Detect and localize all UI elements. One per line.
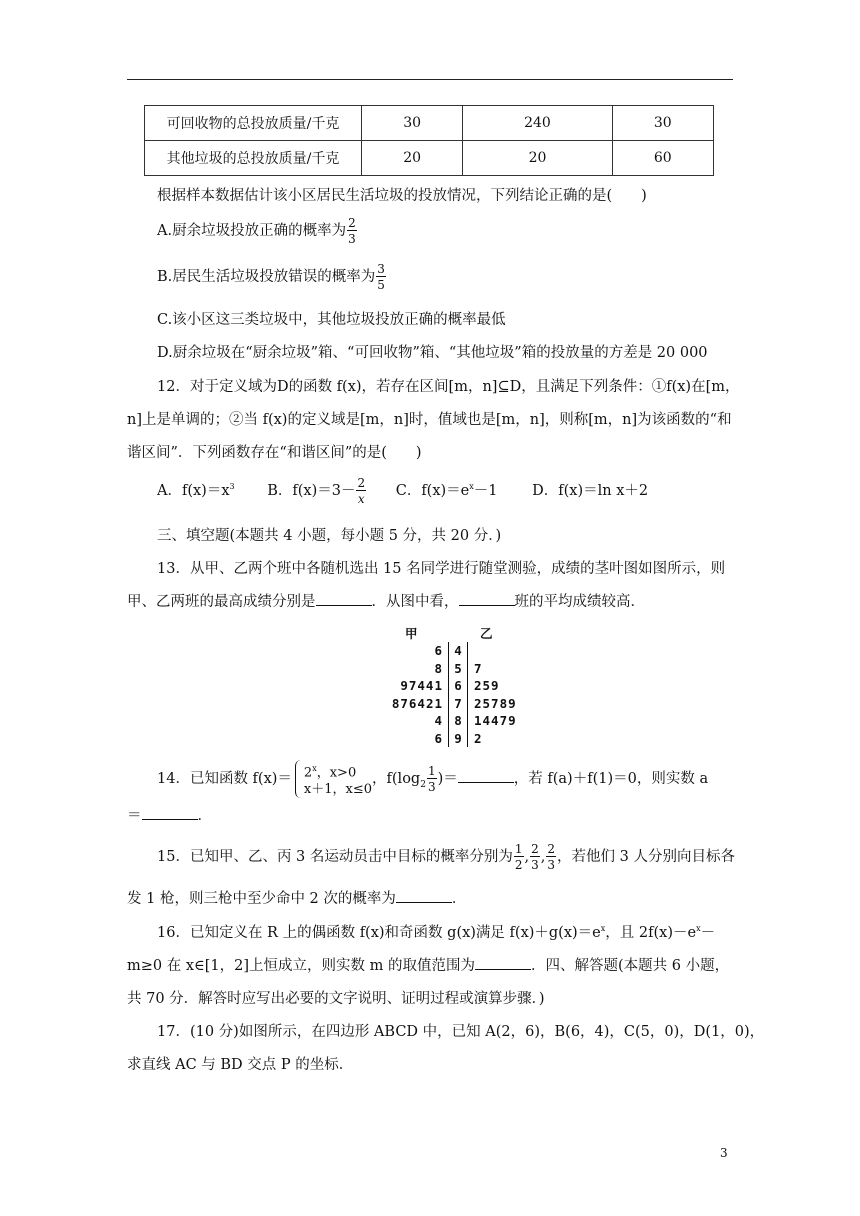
piecewise-brace: 2$^x$，x>0 x＋1，x≤0 (295, 760, 372, 798)
fraction: $\frac{3}{5}$ (377, 262, 385, 292)
table-cell: 30 (612, 106, 713, 141)
q15-line-1: 15．已知甲、乙、丙 3 名运动员击中目标的概率分别为 $\frac{1}{2}$ , $\frac{2}{3}$ , $\frac{2}{3}$ ，若他们 3 人分别向目标各 (157, 842, 735, 872)
stem-leaf-row: 4 8 14479 (434, 713, 517, 728)
stem-leaf-row: 8 5 7 (434, 660, 483, 676)
q11-option-d: D.厨余垃圾在“厨余垃圾”箱、“可回收物”箱、“其他垃圾”箱的投放量的方差是 20 000 (157, 345, 708, 361)
stem-leaf-row: 6 4 (360, 642, 554, 660)
table-cell: 240 (463, 106, 612, 141)
q17-line-2: 求直线 AC 与 BD 交点 P 的坐标． (127, 1057, 354, 1073)
table-row (145, 141, 714, 176)
q13-line-1: 13．从甲、乙两个班中各随机选出 15 名同学进行随堂测验，成绩的茎叶图如图所示，则 (157, 561, 726, 577)
answer-blank (396, 888, 452, 903)
answer-blank (475, 955, 531, 970)
row-label: 可回收物的总投放质量/千克 (145, 106, 362, 141)
q11-option-c: C.该小区这三类垃圾中，其他垃圾投放正确的概率最低 (157, 312, 506, 328)
q12-line-1: 12．对于定义域为D的函数 f(x)，若存在区间[m，n]⊆D，且满足下列条件：①f(x)在[m， (157, 379, 740, 395)
answer-blank (458, 768, 514, 783)
data-table (144, 105, 714, 176)
q13-line-2: 甲、乙两班的最高成绩分别是 ．从图中看， 班的平均成绩较高． (127, 590, 645, 611)
q12-line-2: n]上是单调的；②当 f(x)的定义域是[m，n]时，值域也是[m，n]，则称[m，n]为该函数的“和 (127, 412, 732, 428)
table-row (145, 106, 714, 141)
answer-blank (142, 805, 198, 820)
q12-option-c: C．$f(x)=e^x-1$ (395, 482, 498, 499)
q16-line-3: 共 70 分．解答时应写出必要的文字说明、证明过程或演算步骤．) (127, 991, 545, 1007)
q12-option-d: D．f(x)＝ln x＋2 (532, 483, 649, 499)
fraction: $\frac{2}{3}$ (348, 216, 356, 246)
stem-leaf-row: 876421 7 25789 (391, 695, 517, 711)
stem-leaf-row: 97441 6 259 (400, 678, 500, 693)
q16-line-2: m≥0 在 x∈[1，2]上恒成立，则实数 m 的取值范围为 ．四、解答题(本题共 6 小题， (127, 954, 729, 975)
page-number: 3 (720, 1146, 728, 1160)
answer-blank (316, 591, 372, 606)
q11-stem: 根据样本数据估计该小区居民生活垃圾的投放情况，下列结论正确的是( ) (157, 188, 647, 204)
q14-line-1: 14．已知函数 f(x)＝ 2$^x$，x>0 x＋1，x≤0 ，$f(\log_2$ $\frac{1}{3}$ )＝ ，若 f(a)＋f(1)＝0，则实数 a (157, 760, 708, 798)
right-class-label: 乙 (480, 626, 493, 641)
table-cell: 20 (362, 141, 463, 176)
q12-options (157, 477, 648, 505)
table-cell: 60 (612, 141, 713, 176)
row-label: 其他垃圾的总投放质量/千克 (145, 141, 362, 176)
q17-line-1: 17．(10 分)如图所示，在四边形 ABCD 中，已知 A(2，6)，B(6，4)，C(5，0)，D(1，0)， (157, 1024, 765, 1040)
q15-line-2: 发 1 枪，则三枪中至少命中 2 次的概率为 ． (127, 887, 466, 908)
q11-option-a: A.厨余垃圾投放正确的概率为 $\frac{2}{3}$ (157, 216, 356, 246)
answer-blank (459, 591, 515, 606)
q12-option-b: B．f(x)＝3－ $\frac{2}{x}$ (267, 476, 366, 506)
q14-line-2: ＝ ． (127, 804, 212, 825)
stem-leaf-plot (360, 624, 554, 747)
table-cell: 20 (463, 141, 612, 176)
q16-line-1: 16．已知定义在 R 上的偶函数 f(x)和奇函数 g(x)满足 $f(x)+g(x)=e^x$，且 $2f(x)-e^x-$ (157, 924, 716, 941)
header-rule (127, 79, 733, 80)
q12-line-3: 谐区间”．下列函数存在“和谐区间”的是( ) (127, 445, 422, 461)
q12-option-a: A．$f(x)=x^3$ (157, 482, 235, 499)
q11-option-b: B.居民生活垃圾投放错误的概率为 $\frac{3}{5}$ (157, 262, 385, 292)
section-3-heading: 三、填空题(本题共 4 小题，每小题 5 分，共 20 分．) (157, 528, 502, 544)
table-cell: 30 (362, 106, 463, 141)
stem-leaf-header (360, 624, 554, 642)
left-class-label: 甲 (405, 626, 418, 641)
stem-leaf-row: 6 9 2 (434, 730, 483, 746)
